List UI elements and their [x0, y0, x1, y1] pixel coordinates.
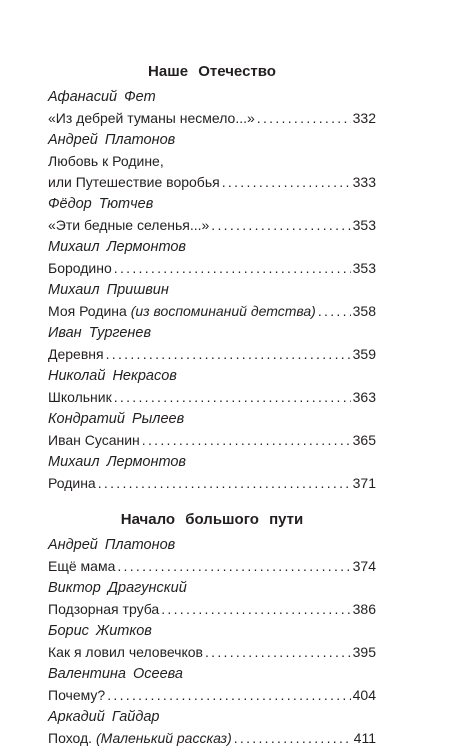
entry-line — [48, 728, 376, 749]
dot-leader — [117, 556, 350, 577]
entry-title: Школьник — [48, 389, 112, 405]
entry-author: Афанасий Фет — [48, 89, 156, 105]
toc-entry[interactable] — [48, 451, 376, 494]
dot-leader — [318, 301, 351, 322]
section-title: Начало большого пути — [120, 511, 304, 528]
entry-author: Борис Житков — [48, 623, 152, 639]
entry-title: Бородино — [48, 260, 112, 276]
page-number: 358 — [352, 303, 376, 319]
entry-author: Иван Тургенев — [48, 325, 152, 341]
dot-leader — [222, 172, 351, 193]
dot-leader — [161, 599, 350, 620]
dot-leader — [114, 387, 351, 408]
entry-author: Валентина Осеева — [48, 666, 183, 682]
entry-line — [48, 151, 376, 172]
entry-line — [48, 685, 376, 706]
entry-title — [48, 728, 232, 749]
entry-line — [48, 556, 376, 577]
entry-author: Фёдор Тютчев — [48, 196, 154, 212]
entry-title-continued: или Путешествие воробья — [48, 174, 220, 190]
dot-leader — [107, 685, 350, 706]
entry-title: «Эти бедные селенья...» — [48, 217, 210, 233]
page-number: 359 — [352, 346, 376, 362]
entry-title: Иван Сусанин — [48, 432, 140, 448]
toc-entry[interactable] — [48, 236, 376, 279]
entry-author: Андрей Платонов — [48, 132, 176, 148]
toc-entry[interactable] — [48, 408, 376, 451]
page-number: 353 — [352, 217, 376, 233]
entry-author: Виктор Драгунский — [48, 580, 187, 596]
entry-title-main: Моя Родина — [48, 303, 127, 319]
toc-entry[interactable] — [48, 86, 376, 129]
toc-entry[interactable] — [48, 322, 376, 365]
toc-entry[interactable] — [48, 577, 376, 620]
page-number: 386 — [352, 601, 376, 617]
entry-author: Андрей Платонов — [48, 537, 176, 553]
entry-line — [48, 599, 376, 620]
toc-entry[interactable] — [48, 534, 376, 577]
page-number: 365 — [352, 432, 376, 448]
entry-author: Михаил Лермонтов — [48, 239, 187, 255]
entry-title: Деревня — [48, 346, 104, 362]
dot-leader — [257, 108, 351, 129]
toc-entry[interactable] — [48, 706, 376, 749]
entry-line — [48, 344, 376, 365]
page-number: 332 — [352, 110, 376, 126]
dot-leader — [205, 642, 351, 663]
entry-author: Аркадий Гайдар — [48, 709, 160, 725]
entry-author: Михаил Пришвин — [48, 282, 169, 298]
entry-line — [48, 473, 376, 494]
entry-line — [48, 108, 376, 129]
toc-entry[interactable] — [48, 129, 376, 193]
toc-entry[interactable] — [48, 365, 376, 408]
dot-leader — [211, 215, 350, 236]
page-number: 374 — [352, 558, 376, 574]
dot-leader — [114, 258, 351, 279]
entry-title: Любовь к Родине, — [48, 153, 164, 169]
entry-author: Михаил Лермонтов — [48, 454, 187, 470]
section-title: Наше Отечество — [148, 63, 276, 80]
dot-leader — [98, 473, 351, 494]
page-number: 395 — [352, 644, 376, 660]
entry-line — [48, 258, 376, 279]
entry-title: «Из дебрей туманы несмело...» — [48, 110, 255, 126]
page-number: 411 — [353, 730, 376, 746]
page-number: 371 — [352, 475, 376, 491]
page-number: 363 — [352, 389, 376, 405]
page-number: 333 — [352, 174, 376, 190]
toc-entry[interactable] — [48, 279, 376, 322]
toc-entry[interactable] — [48, 193, 376, 236]
toc-entry[interactable] — [48, 620, 376, 663]
entry-line — [48, 301, 376, 322]
entry-title — [48, 301, 316, 322]
entry-author: Кондратий Рылеев — [48, 411, 185, 427]
entry-title: Подзорная труба — [48, 601, 160, 617]
entry-line — [48, 430, 376, 451]
entry-author: Николай Некрасов — [48, 368, 177, 384]
dot-leader — [234, 728, 352, 749]
entry-subtitle: (из воспоминаний детства) — [130, 303, 316, 319]
dot-leader — [142, 430, 351, 451]
entry-title: Почему? — [48, 687, 106, 703]
table-of-contents — [48, 62, 376, 749]
entry-title: Как я ловил человечков — [48, 644, 203, 660]
entry-line — [48, 387, 376, 408]
entry-line — [48, 215, 376, 236]
page-number: 353 — [352, 260, 376, 276]
entry-subtitle: (Маленький рассказ) — [95, 730, 232, 746]
entry-title-main: Поход. — [48, 730, 93, 746]
entry-line — [48, 172, 376, 193]
entry-line — [48, 642, 376, 663]
entry-title: Ещё мама — [48, 558, 116, 574]
dot-leader — [106, 344, 351, 365]
page-number: 404 — [352, 687, 376, 703]
entry-title: Родина — [48, 475, 96, 491]
